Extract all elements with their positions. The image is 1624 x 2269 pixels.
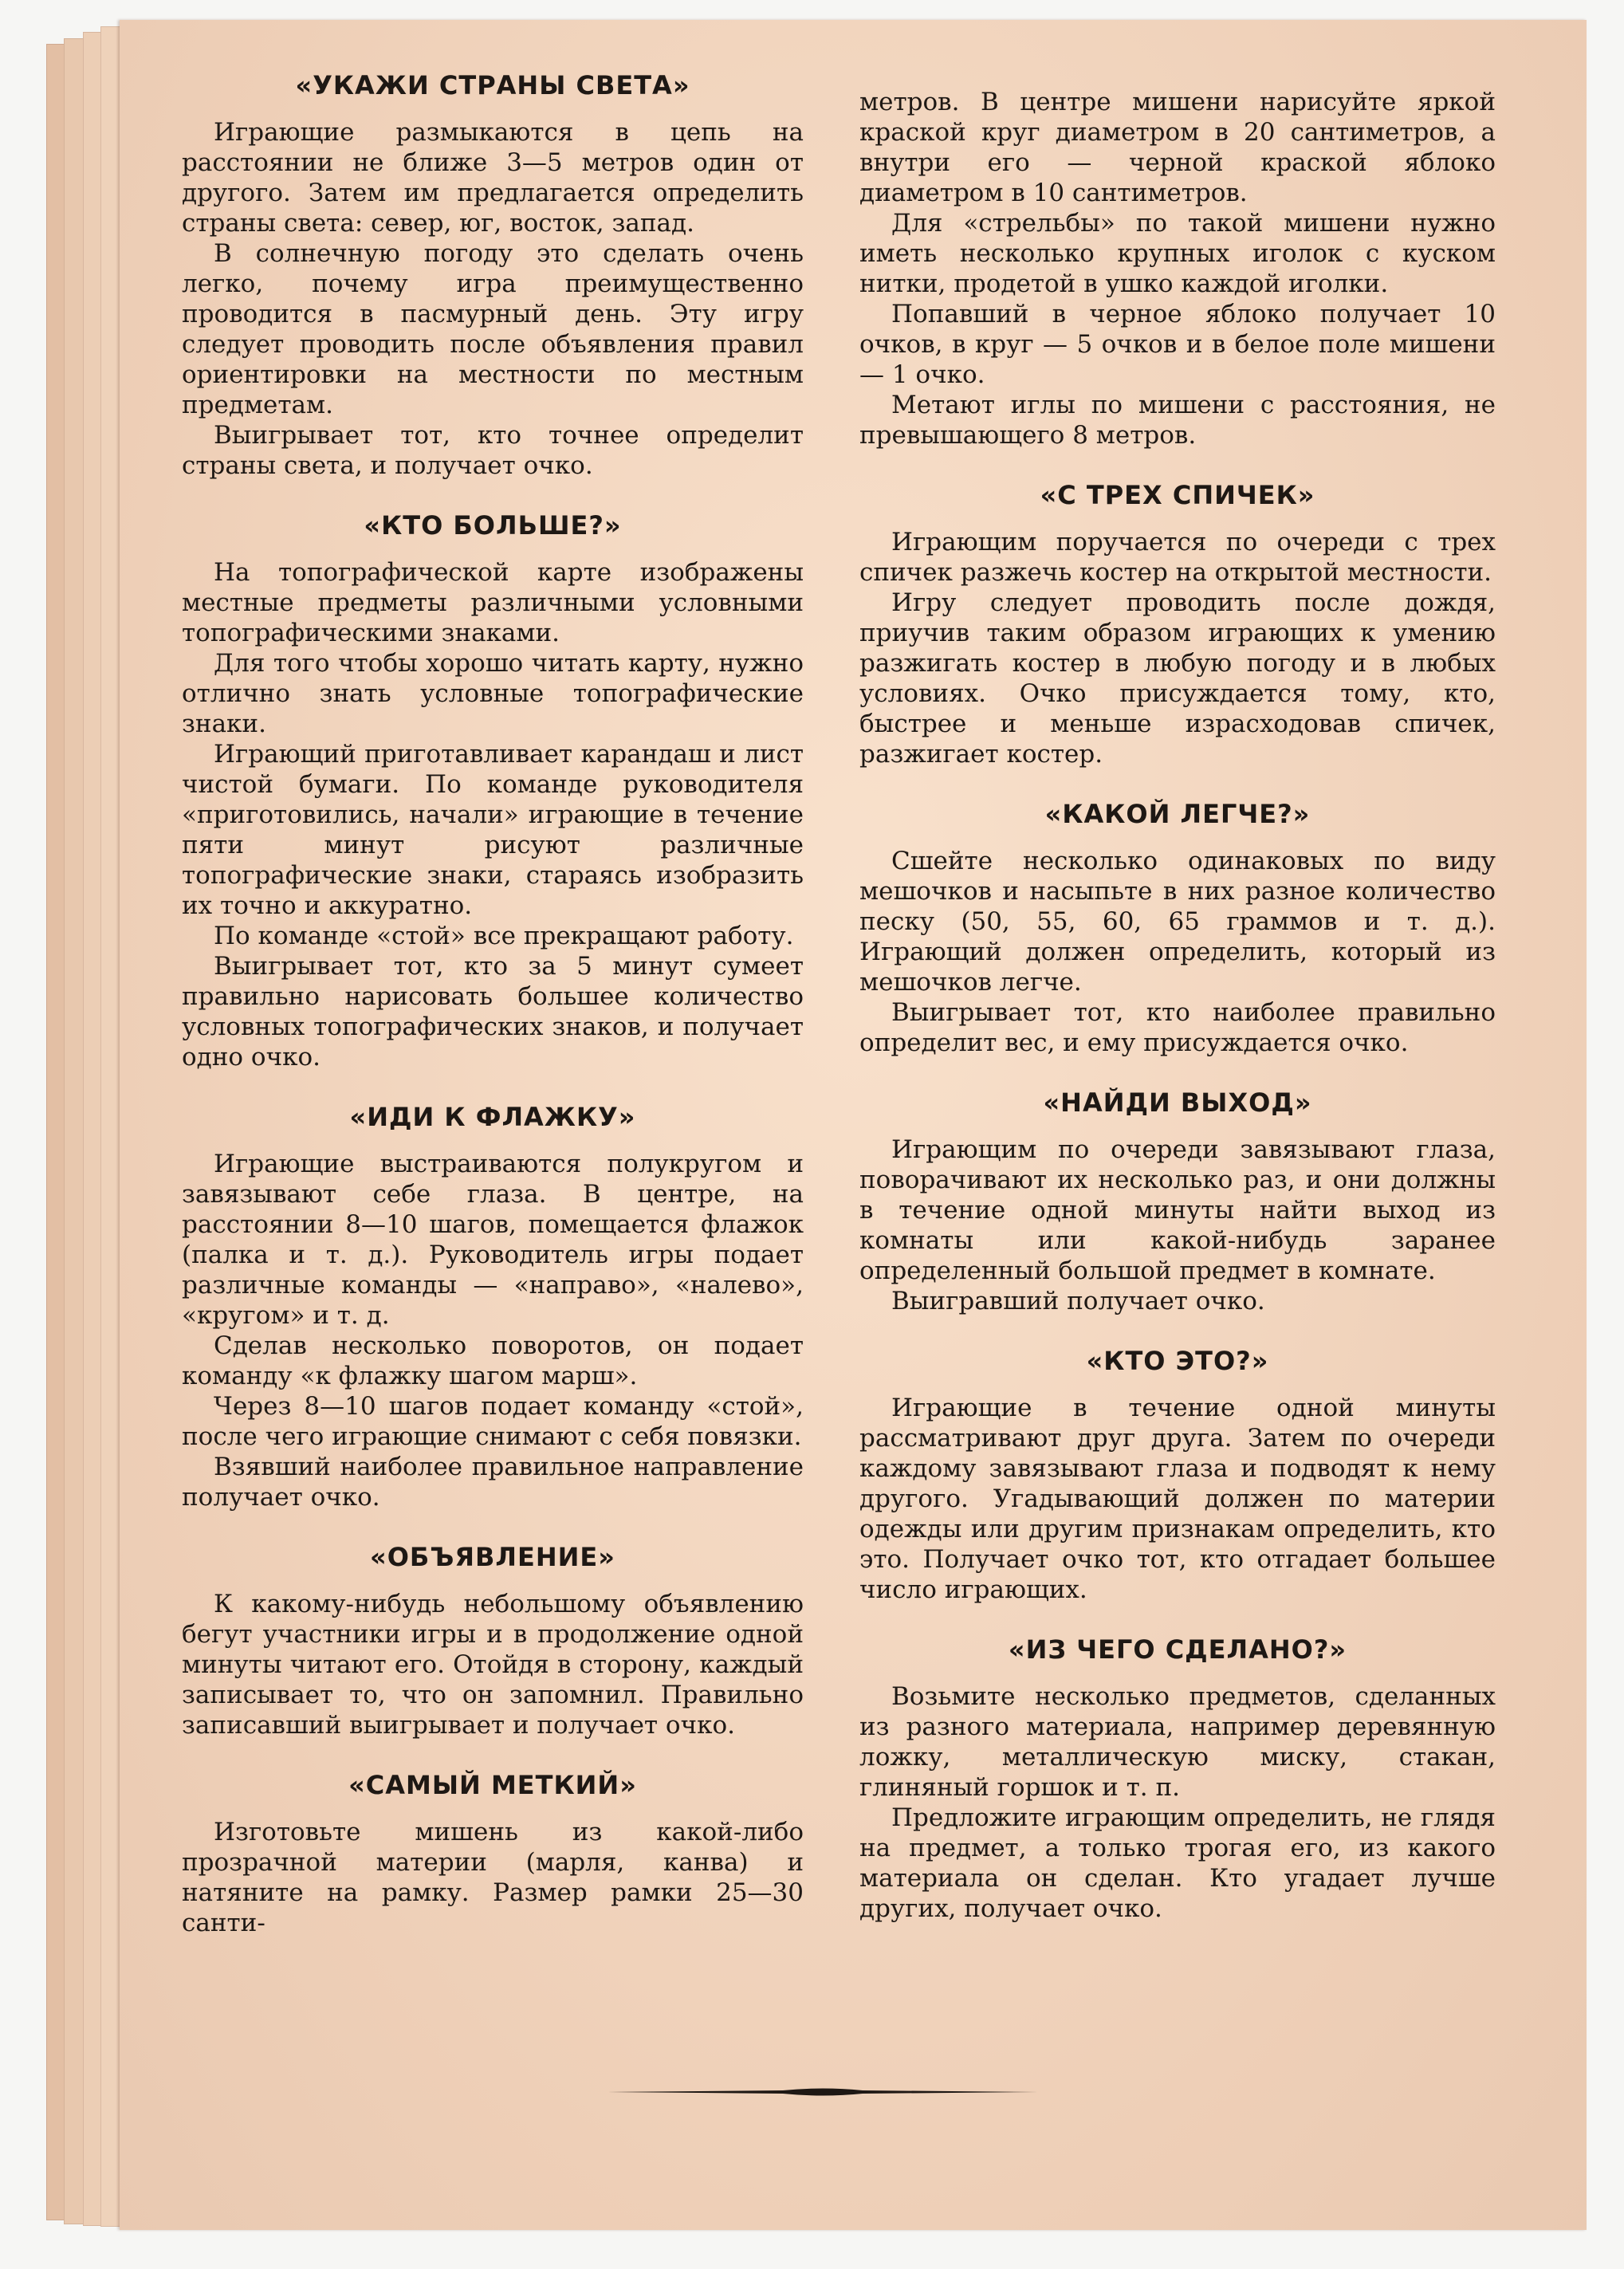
section-title: «КТО БОЛЬШЕ?» [364,510,622,541]
paragraph: Играющим по очереди завязывают глаза, поворачивают их несколько раз, и они должны в течение одной минуты найти выход из комнаты или какой-нибудь заранее определенный большой предмет в комнате. [859,1135,1496,1285]
section-title: «УКАЖИ СТРАНЫ СВЕТА» [295,70,690,100]
paragraph: Выигрывает тот, кто точнее определит страны света, и получает очко. [182,421,804,480]
section-title: «КТО ЭТО?» [1086,1346,1269,1376]
paragraph: Играющие размыкаются в цепь на расстоянии не ближе 3—5 метров один от другого. Затем им предлагается определить страны света: север, юг, восток, запад. [182,118,804,238]
paragraph: Сшейте несколько одинаковых по виду мешочков и насыпьте в них разное количество песку (50, 55, 60, 65 граммов и т. д.). Играющий должен определить, который из мешочков легче. [859,847,1496,997]
section-idi-k-flazhku [182,1101,804,1512]
section-naidi-vyhod [859,1087,1496,1316]
paragraph: На топографической карте изображены местные предметы различными условными топографическими знаками. [182,558,804,647]
paragraph: Играющий приготавливает карандаш и лист чистой бумаги. По команде руководителя «приготовились, начали» играющие в течение пяти минут рисуют различные топографические знаки, стараясь изобразить их точно и аккуратно. [182,740,804,920]
section-samyi-metkii-continued [859,87,1496,450]
paragraph: Метают иглы по мишени с расстояния, не превышающего 8 метров. [859,391,1496,450]
section-kakoi-legche [859,798,1496,1058]
section-obyavlenie [182,1541,804,1740]
right-column [859,87,1496,1952]
paragraph: По команде «стой» все прекращают работу. [214,922,794,950]
section-kto-eto [859,1345,1496,1605]
section-title: «НАЙДИ ВЫХОД» [1043,1087,1312,1118]
paragraph: Попавший в черное яблоко получает 10 очков, в круг — 5 очков и в белое поле мишени — 1 очко. [859,300,1496,389]
paragraph: Через 8—10 шагов подает команду «стой», после чего играющие снимают с себя повязки. [182,1392,804,1451]
section-samyi-metkii [182,1769,804,1938]
booklet-page [120,20,1587,2230]
paragraph: Выигравший получает очко. [891,1287,1265,1315]
paragraph: Предложите играющим определить, не глядя на предмет, а только трогая его, из какого материала он сделан. Кто угадает лучше других, получает очко. [859,1803,1496,1923]
paragraph: Играющие в течение одной минуты рассматривают друг друга. Затем по очереди каждому завязывают глаза и подводят к нему другого. Угадывающий должен по материи одежды или другим признакам определить, кто это. Получает очко тот, кто отгадает большее число играющих. [859,1394,1496,1604]
paragraph: Сделав несколько поворотов, он подает команду «к флажку шагом марш». [182,1331,804,1390]
paragraph: метров. В центре мишени нарисуйте яркой краской круг диаметром в 20 сантиметров, а внутри его — черной краской яблоко диаметром в 10 сантиметров. [859,88,1496,207]
section-iz-chego-sdelano [859,1634,1496,1924]
section-ukazhi-strany-sveta [182,69,804,481]
paragraph: Выигрывает тот, кто за 5 минут сумеет правильно нарисовать большее количество условных топографических знаков, и получает одно очко. [182,952,804,1072]
section-title: «ИЗ ЧЕГО СДЕЛАНО?» [1008,1634,1347,1665]
end-ornament-rule [608,2086,1038,2098]
section-title: «САМЫЙ МЕТКИЙ» [348,1770,637,1800]
paragraph: Играющие выстраиваются полукругом и завязывают себе глаза. В центре, на расстоянии 8—10 шагов, помещается флажок (палка и т. д.). Руководитель игры подает различные команды — «направо», «налево», «кругом» и т. д. [182,1150,804,1330]
section-title: «С ТРЕХ СПИЧЕК» [1040,480,1315,510]
paragraph: К какому-нибудь небольшому объявлению бегут участники игры и в продолжение одной минуты читают его. Отойдя в сторону, каждый записывает то, что он запомнил. Правильно записавший выигрывает и получает очко. [182,1590,804,1740]
paragraph: Игру следует проводить после дождя, приучив таким образом играющих к умению разжигать костер в любую погоду и в любых условиях. Очко присуждается тому, кто, быстрее и меньше израсходовав спичек, разжигает костер. [859,588,1496,769]
paragraph: Взявший наиболее правильное направление получает очко. [182,1453,804,1512]
paragraph: Играющим поручается по очереди с трех спичек разжечь костер на открытой местности. [859,528,1496,587]
section-title: «КАКОЙ ЛЕГЧЕ?» [1044,799,1311,829]
left-column [182,69,804,1967]
paragraph: Изготовьте мишень из какой-либо прозрачной материи (марля, канва) и натяните на рамку. Размер рамки 25—30 санти- [182,1818,804,1937]
section-kto-bolshe [182,509,804,1072]
section-title: «ИДИ К ФЛАЖКУ» [349,1102,636,1132]
paragraph: Выигрывает тот, кто наиболее правильно определит вес, и ему присуждается очко. [859,998,1496,1057]
paragraph: Возьмите несколько предметов, сделанных из разного материала, например деревянную ложку, металлическую миску, стакан, глиняный горшок и т. п. [859,1682,1496,1802]
paragraph: В солнечную погоду это сделать очень легко, почему игра преимущественно проводится в пасмурный день. Эту игру следует проводить после объявления правил ориентировки на местности по местным предметам. [182,239,804,419]
section-s-treh-spichek [859,479,1496,769]
paragraph: Для того чтобы хорошо читать карту, нужно отлично знать условные топографические знаки. [182,649,804,738]
section-title: «ОБЪЯВЛЕНИЕ» [370,1542,615,1572]
paragraph: Для «стрельбы» по такой мишени нужно иметь несколько крупных иголок с куском нитки, продетой в ушко каждой иголки. [859,209,1496,298]
